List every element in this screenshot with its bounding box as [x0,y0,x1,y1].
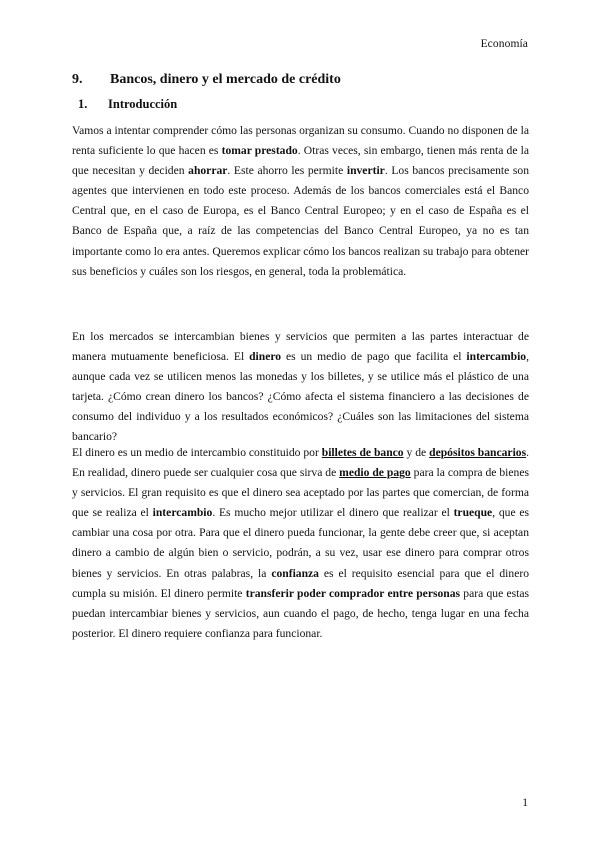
term-depositos-bancarios: depósitos bancarios [429,446,527,459]
paragraph-money [72,443,529,644]
term-intercambio: intercambio [152,506,213,520]
term-intercambio: intercambio [466,350,527,364]
term-trueque: trueque [453,506,493,520]
term-ahorrar: ahorrar [188,164,228,178]
term-tomar-prestado: tomar prestado [221,144,298,158]
term-confianza: confianza [271,566,319,580]
page-number: 1 [522,797,528,809]
section-title: Introducción [108,97,178,111]
text-run: Vamos a intentar comprender cómo las personas organizan su consumo. Cuando no disponen de la renta suficiente lo que hacen es [72,124,529,158]
text-run: , aunque cada vez se utilicen menos las monedas y los billetes, y se utilice más el plástico de una tarjeta. ¿Cómo crean dinero los bancos? ¿Cómo afecta el sistema financiero a las decisiones de consumo del individuo y a los resultados económicos? ¿Cuáles son las limitaciones del sistema bancario? [72,350,529,444]
term-medio-de-pago: medio de pago [339,466,411,480]
term-invertir: invertir [346,164,385,178]
text-run: es el requisito esencial para que el dinero cumpla su misión. El dinero permite [72,566,529,600]
term-billetes-de-banco: billetes de banco [321,446,404,459]
term-transferir-poder: transferir poder comprador entre personas [245,586,461,600]
section-number: 1. [78,97,88,111]
text-run: . Es mucho mejor utilizar el dinero que realizar el [212,506,454,520]
text-run: . Los bancos precisamente son agentes que intervienen en todo este proceso. Además de los bancos comerciales está el Banco Central que, en el caso de Europa, es el Banco Central Europeo; y en el caso de España es el Banco de España que, a raíz de las competencias del Banco Central Europeo, ya no es tan importante como lo era antes. Queremos explicar cómo los bancos realizan su trabajo para obtener sus beneficios y cuáles son los riesgos, en general, toda la problemática. [72,164,529,278]
text-run: . Este ahorro les permite [227,164,347,178]
chapter-heading [72,72,341,88]
text-run: y de [403,446,430,459]
text-run: El dinero es un medio de intercambio constituido por [72,446,322,459]
section-heading [78,97,177,112]
running-header: Economía [480,38,528,50]
paragraph-markets [72,327,529,448]
chapter-title: Bancos, dinero y el mercado de crédito [110,72,341,87]
chapter-number: 9. [72,72,83,87]
paragraph-consumption [72,121,529,282]
text-run: , que es cambiar una cosa por otra. Para que el dinero pueda funcionar, la gente debe creer que, si aceptan dinero a cambio de algún bien o servicio, podrán, a su vez, usar ese dinero para comprar otros bienes y servicios. En otras palabras, la [72,506,530,580]
text-run: para que estas puedan intercambiar bienes y servicios, aun cuando el pago, de hecho, tenga lugar en una fecha posterior. El dinero requiere confianza para funcionar. [72,586,530,640]
text-run: . En realidad, dinero puede ser cualquier cosa que sirva de [72,446,530,480]
text-run: para la compra de bienes y servicios. El gran requisito es que el dinero sea aceptado por las partes que comercian, de forma que se realiza el [72,466,529,520]
term-dinero: dinero [249,350,282,364]
text-run: es un medio de pago que facilita el [281,350,467,364]
text-run: . Otras veces, sin embargo, tienen más renta de la que necesitan y deciden [72,144,529,178]
text-run: En los mercados se intercambian bienes y servicios que permiten a las partes interactuar de manera mutuamente beneficiosa. El [72,330,529,364]
